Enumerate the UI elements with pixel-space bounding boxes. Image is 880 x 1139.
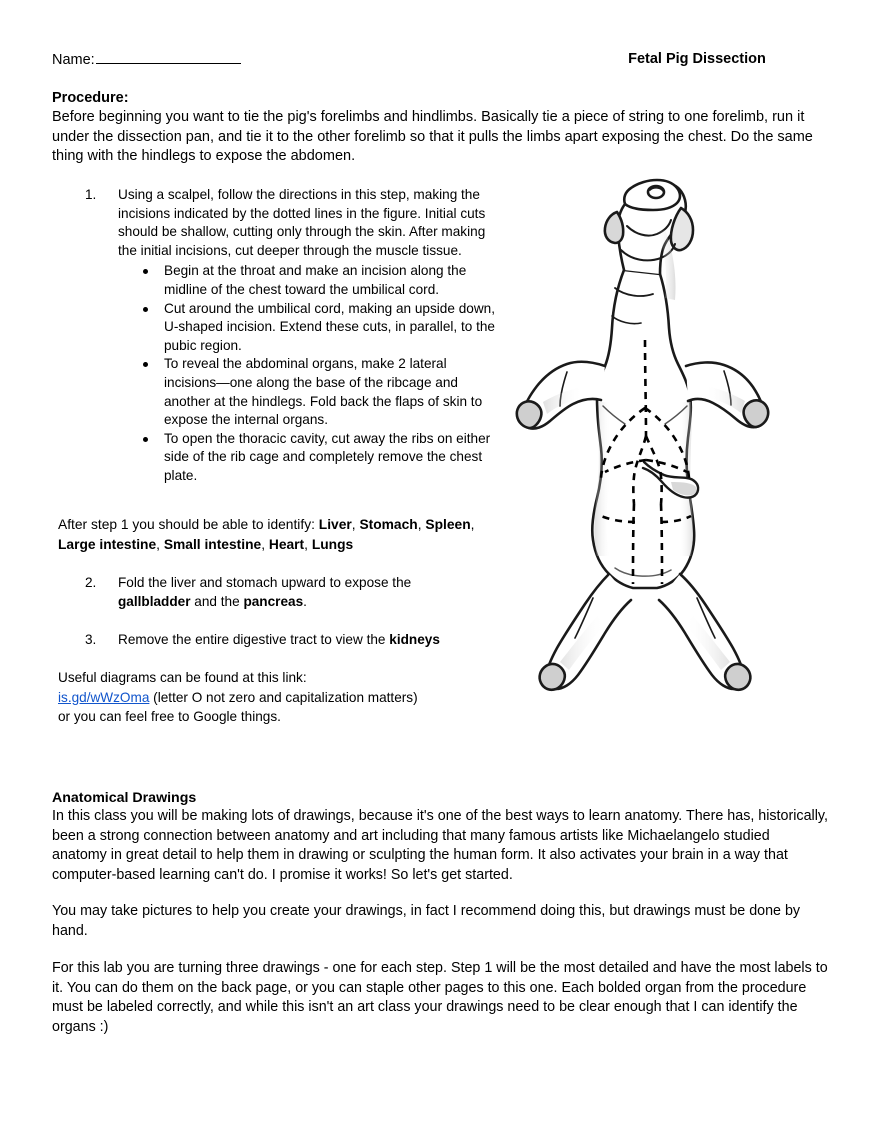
useful-diagrams-label: Useful diagrams can be found at this link: — [58, 670, 307, 685]
organ-kidneys: kidneys — [389, 632, 440, 647]
list-item — [140, 355, 500, 429]
identify-organs-paragraph: After step 1 you should be able to identify: Liver, Stomach, Spleen, Large intestine, Small intestine, Heart, Lungs — [58, 517, 475, 552]
organ-pancreas: pancreas — [243, 593, 304, 609]
step-1-bullet-text: Cut around the umbilical cord, making an upside down, U-shaped incision. Extend these cuts, in parallel, to the pubic region. — [164, 300, 495, 353]
step-1-bullet-text: To open the thoracic cavity, cut away the ribs on either side of the rib cage and completely remove the chest plate. — [164, 430, 491, 483]
list-item — [140, 300, 500, 356]
diagram-link-note: (letter O not zero and capitalization matters) — [149, 689, 418, 705]
procedure-intro-paragraph: Before beginning you want to tie the pig's forelimbs and hindlimbs. Basically tie a piece of string to one forelimb, run it under the dissection pan, and tie it to the other forelimb so that it pulls the limbs apart exposing the chest. Do the same thing with the hindlegs to expose the abdomen. — [52, 109, 813, 165]
step-1-row — [85, 186, 500, 486]
anatomical-paragraph-3: For this lab you are turning three drawings - one for each step. Step 1 will be the most detailed and have the most labels to it. You can do them on the back page, or you can staple other pages to this one. Each bolded organ from the procedure must be labeled correctly, and while this isn't an art class your drawings need to be clear enough that I can identify the organs :) — [52, 960, 828, 1035]
step-1-text: Using a scalpel, follow the directions in this step, making the incisions indicated by the dotted lines in the figure. Initial cuts should be shallow, cutting only through the skin. After making the initial incisions, cut deeper through the muscle tissue. — [118, 187, 486, 258]
organ-spleen: Spleen — [425, 517, 471, 532]
diagram-link[interactable]: is.gd/wWzOma — [58, 689, 150, 705]
pig-hindhoof-left — [540, 664, 565, 690]
fetal-pig-illustration — [505, 170, 785, 715]
pig-ear-left — [605, 212, 623, 243]
identify-lead-text: After step 1 you should be able to identify: — [58, 517, 319, 532]
step-3-row — [85, 631, 485, 650]
step-3-marker: 3. — [85, 632, 97, 647]
list-item — [140, 430, 500, 486]
step-3-block — [85, 631, 485, 650]
bullet-icon — [143, 269, 148, 274]
step-2-marker: 2. — [85, 575, 97, 590]
bullet-icon — [143, 437, 148, 442]
step-2-text-before: Fold the liver and stomach upward to expose the — [118, 575, 412, 590]
step-1-block — [85, 186, 500, 486]
useful-diagrams-block — [58, 668, 488, 727]
useful-diagrams-link-row — [58, 688, 488, 708]
name-field-label — [52, 50, 241, 69]
step-1-sub-list — [140, 262, 500, 485]
anatomical-paragraph-2: You may take pictures to help you create your drawings, in fact I recommend doing this, but drawings must be done by hand. — [52, 903, 801, 939]
name-write-in-blank[interactable] — [96, 50, 241, 64]
step-2-row — [85, 574, 485, 611]
google-things-note: or you can feel free to Google things. — [58, 709, 281, 724]
organ-heart: Heart — [268, 537, 305, 552]
step-2-text-after: . — [303, 593, 307, 609]
page-title: Fetal Pig Dissection — [628, 51, 766, 67]
step-1-bullet-text: Begin at the throat and make an incision along the midline of the chest toward the umbilical cord. — [164, 263, 467, 297]
step-2-text-middle: and the — [190, 593, 244, 609]
name-label-text: Name: — [52, 52, 95, 68]
step-1-bullet-text: To reveal the abdominal organs, make 2 lateral incisions—one along the base of the ribcage and another at the hindlegs. Fold back the flaps of skin to expose the internal organs. — [164, 356, 483, 428]
bullet-icon — [143, 362, 148, 367]
procedure-heading: Procedure: — [52, 90, 129, 106]
document-header — [52, 50, 828, 72]
pig-hindhoof-right — [725, 664, 750, 690]
organ-stomach: Stomach — [359, 517, 418, 532]
step-3-text-before: Remove the entire digestive tract to view the — [118, 632, 390, 647]
bullet-icon — [143, 307, 148, 312]
list-item — [140, 262, 500, 299]
organ-small-intestine: Small intestine — [163, 537, 262, 552]
step-1-marker: 1. — [85, 187, 97, 202]
step-2-block — [85, 574, 485, 611]
pig-forehoof-left — [517, 401, 542, 428]
organ-gallbladder: gallbladder — [118, 593, 191, 609]
pig-forehoof-right — [744, 400, 769, 427]
anatomical-drawings-heading: Anatomical Drawings — [52, 790, 197, 806]
fetal-pig-diagram — [505, 170, 785, 715]
organ-lungs: Lungs — [311, 537, 354, 552]
organ-liver: Liver — [318, 517, 352, 532]
anatomical-paragraph-1: In this class you will be making lots of drawings, because it's one of the best ways to learn anatomy. There has, historically, been a strong connection between anatomy and art including that many famous artists like Michaelangelo studied anatomy in great detail to help them in drawing or sculpting the human form. It also activates your brain in a way that computer-based learning can't do. I promise it works! So let's get started. — [52, 808, 828, 883]
organ-large-intestine: Large intestine — [58, 537, 157, 552]
